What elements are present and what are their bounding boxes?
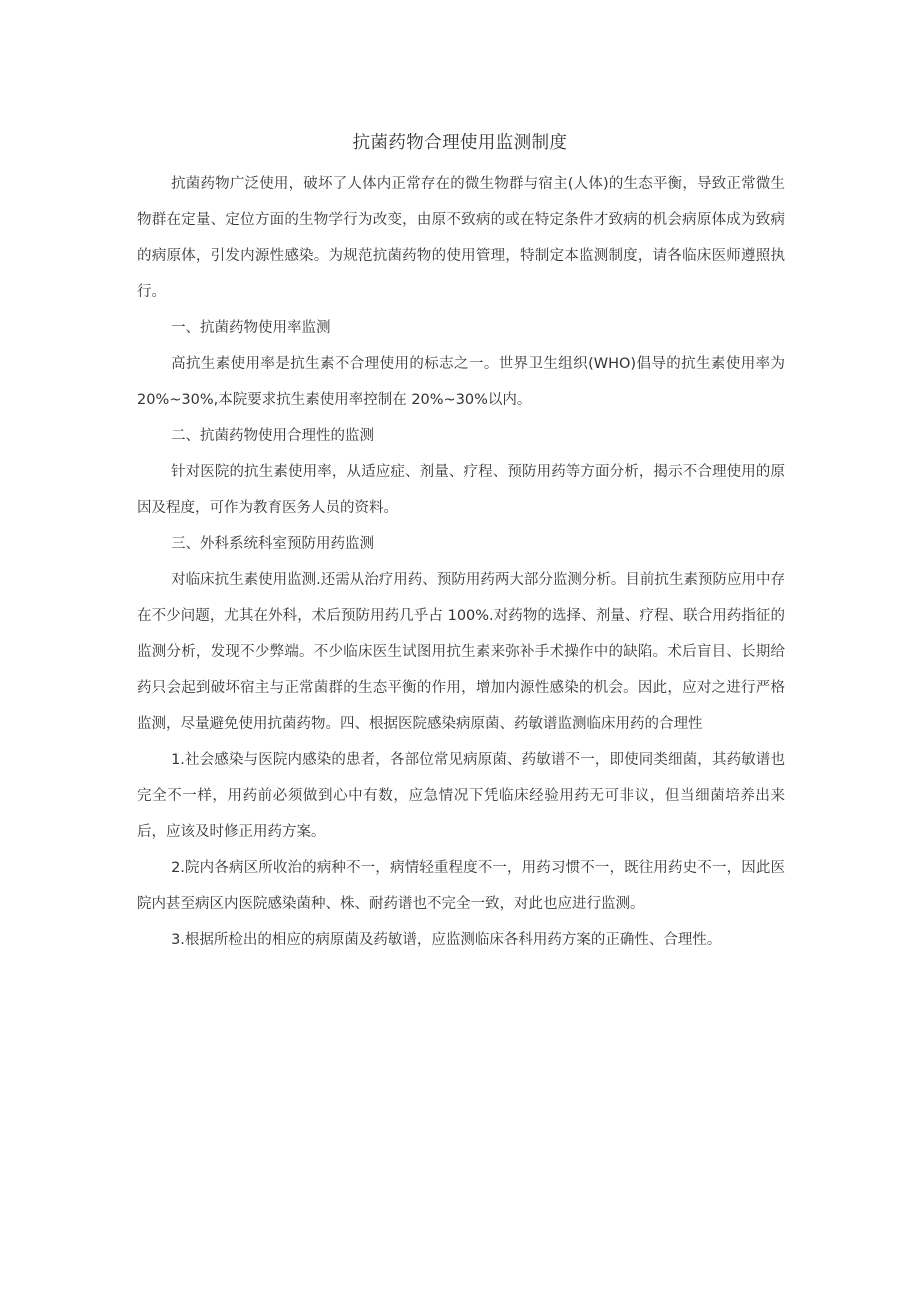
document-title: 抗菌药物合理使用监测制度: [352, 133, 568, 153]
list-item-2: 2.院内各病区所收治的病种不一，病情轻重程度不一，用药习惯不一，既往用药史不一，因此医院内甚至病区内医院感染菌种、株、耐药谱也不完全一致，对此也应进行监测。: [137, 860, 785, 912]
section-heading-surgical-prophylaxis: 三、外科系统科室预防用药监测: [171, 536, 375, 552]
usage-rate-paragraph: 高抗生素使用率是抗生素不合理使用的标志之一。世界卫生组织(WHO)倡导的抗生素使用率为 20%~30%,本院要求抗生素使用率控制在 20%~30%以内。: [137, 356, 785, 408]
surgical-prophylaxis-paragraph: 对临床抗生素使用监测.还需从治疗用药、预防用药两大部分监测分析。目前抗生素预防应用中存在不少问题，尤其在外科，术后预防用药几乎占 100%.对药物的选择、剂量、疗程、联合用药指征的监测分析，发现不少弊端。不少临床医生试图用抗生素来弥补手术操作中的缺陷。术后盲目、长期给药只会起到破坏宿主与正常菌群的生态平衡的作用，增加内源性感染的机会。因此，应对之进行严格监测，尽量避免使用抗菌药物。四、根据医院感染病原菌、药敏谱监测临床用药的合理性: [137, 572, 785, 732]
list-item-1: 1.社会感染与医院内感染的患者，各部位常见病原菌、药敏谱不一，即使同类细菌，其药敏谱也完全不一样，用药前必须做到心中有数，应急情况下凭临床经验用药无可非议，但当细菌培养出来后，应该及时修正用药方案。: [137, 752, 785, 840]
document-body: [137, 166, 785, 958]
list-item-3: 3.根据所检出的相应的病原菌及药敏谱，应监测临床各科用药方案的正确性、合理性。: [171, 932, 722, 948]
intro-paragraph: 抗菌药物广泛使用，破坏了人体内正常存在的微生物群与宿主(人体)的生态平衡，导致正常微生物群在定量、定位方面的生物学行为改变，由原不致病的或在特定条件才致病的机会病原体成为致病的病原体，引发内源性感染。为规范抗菌药物的使用管理，特制定本监测制度，请各临床医师遵照执行。: [137, 176, 785, 300]
rationality-paragraph: 针对医院的抗生素使用率，从适应症、剂量、疗程、预防用药等方面分析，揭示不合理使用的原因及程度，可作为教育医务人员的资料。: [137, 464, 785, 516]
section-heading-usage-rate: 一、抗菌药物使用率监测: [171, 320, 331, 336]
section-heading-rationality: 二、抗菌药物使用合理性的监测: [171, 428, 375, 444]
